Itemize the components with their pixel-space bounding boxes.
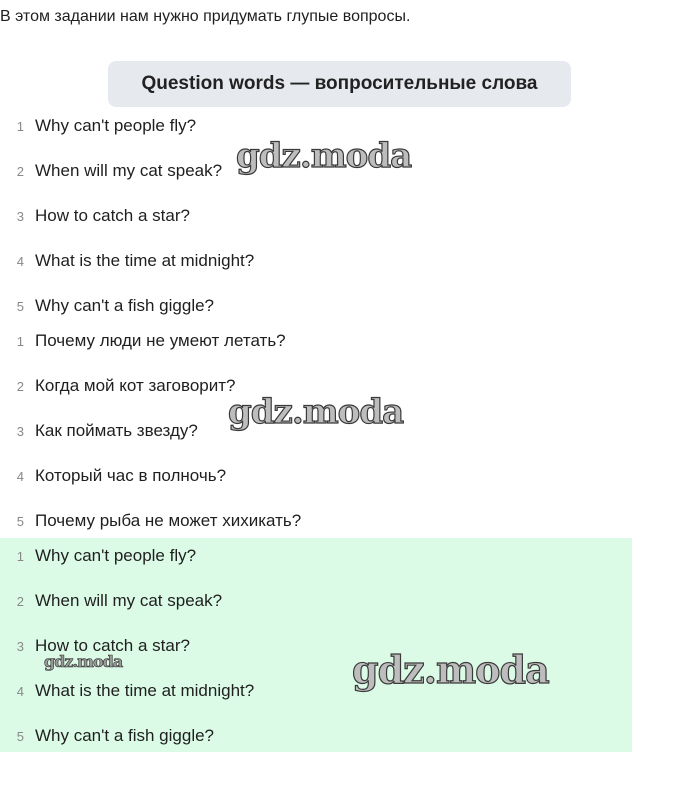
item-number: 1 <box>16 333 24 349</box>
item-text: Why can't a fish giggle? <box>35 296 215 315</box>
item-text: When will my cat speak? <box>35 161 223 180</box>
item-text: Как поймать звезду? <box>35 421 198 440</box>
item-number: 3 <box>16 638 24 654</box>
list-item <box>0 465 226 487</box>
item-text: How to catch a star? <box>35 206 190 225</box>
watermark-logo: gdz.moda <box>236 136 412 176</box>
list-item <box>0 680 254 702</box>
list-item <box>0 205 190 227</box>
item-number: 4 <box>16 253 24 269</box>
list-item <box>0 295 214 317</box>
list-item <box>0 160 222 182</box>
item-text: Why can't people fly? <box>35 116 197 135</box>
list-item <box>0 250 254 272</box>
item-number: 5 <box>16 513 24 529</box>
item-number: 1 <box>16 548 24 564</box>
item-number: 4 <box>16 468 24 484</box>
item-text: When will my cat speak? <box>35 591 223 610</box>
list-item <box>0 510 301 532</box>
item-text: Который час в полночь? <box>35 466 227 485</box>
item-text: Why can't people fly? <box>35 546 197 565</box>
list-item <box>0 725 214 747</box>
item-number: 5 <box>16 298 24 314</box>
list-item <box>0 420 198 442</box>
intro-text: В этом задании нам нужно придумать глупые вопросы. <box>0 8 411 25</box>
item-number: 5 <box>16 728 24 744</box>
item-number: 3 <box>16 208 24 224</box>
item-number: 2 <box>16 163 24 179</box>
item-text: Почему люди не умеют летать? <box>35 331 286 350</box>
item-number: 2 <box>16 593 24 609</box>
item-text: Почему рыба не может хихикать? <box>35 511 302 530</box>
list-item <box>0 115 196 137</box>
watermark-logo: gdz.moda <box>352 647 549 692</box>
list-item <box>0 590 222 612</box>
list-item <box>0 330 286 352</box>
watermark-logo: gdz.moda <box>44 652 123 671</box>
item-text: What is the time at midnight? <box>35 681 255 700</box>
list-item <box>0 375 236 397</box>
item-number: 4 <box>16 683 24 699</box>
section-heading: Question words — вопросительные слова <box>108 61 571 107</box>
item-text: What is the time at midnight? <box>35 251 255 270</box>
watermark-logo: gdz.moda <box>228 392 404 432</box>
item-number: 1 <box>16 118 24 134</box>
item-number: 2 <box>16 378 24 394</box>
item-text: How to catch a star? <box>35 636 190 655</box>
list-item <box>0 545 196 567</box>
item-text: Когда мой кот заговорит? <box>35 376 236 395</box>
item-number: 3 <box>16 423 24 439</box>
item-text: Why can't a fish giggle? <box>35 726 215 745</box>
